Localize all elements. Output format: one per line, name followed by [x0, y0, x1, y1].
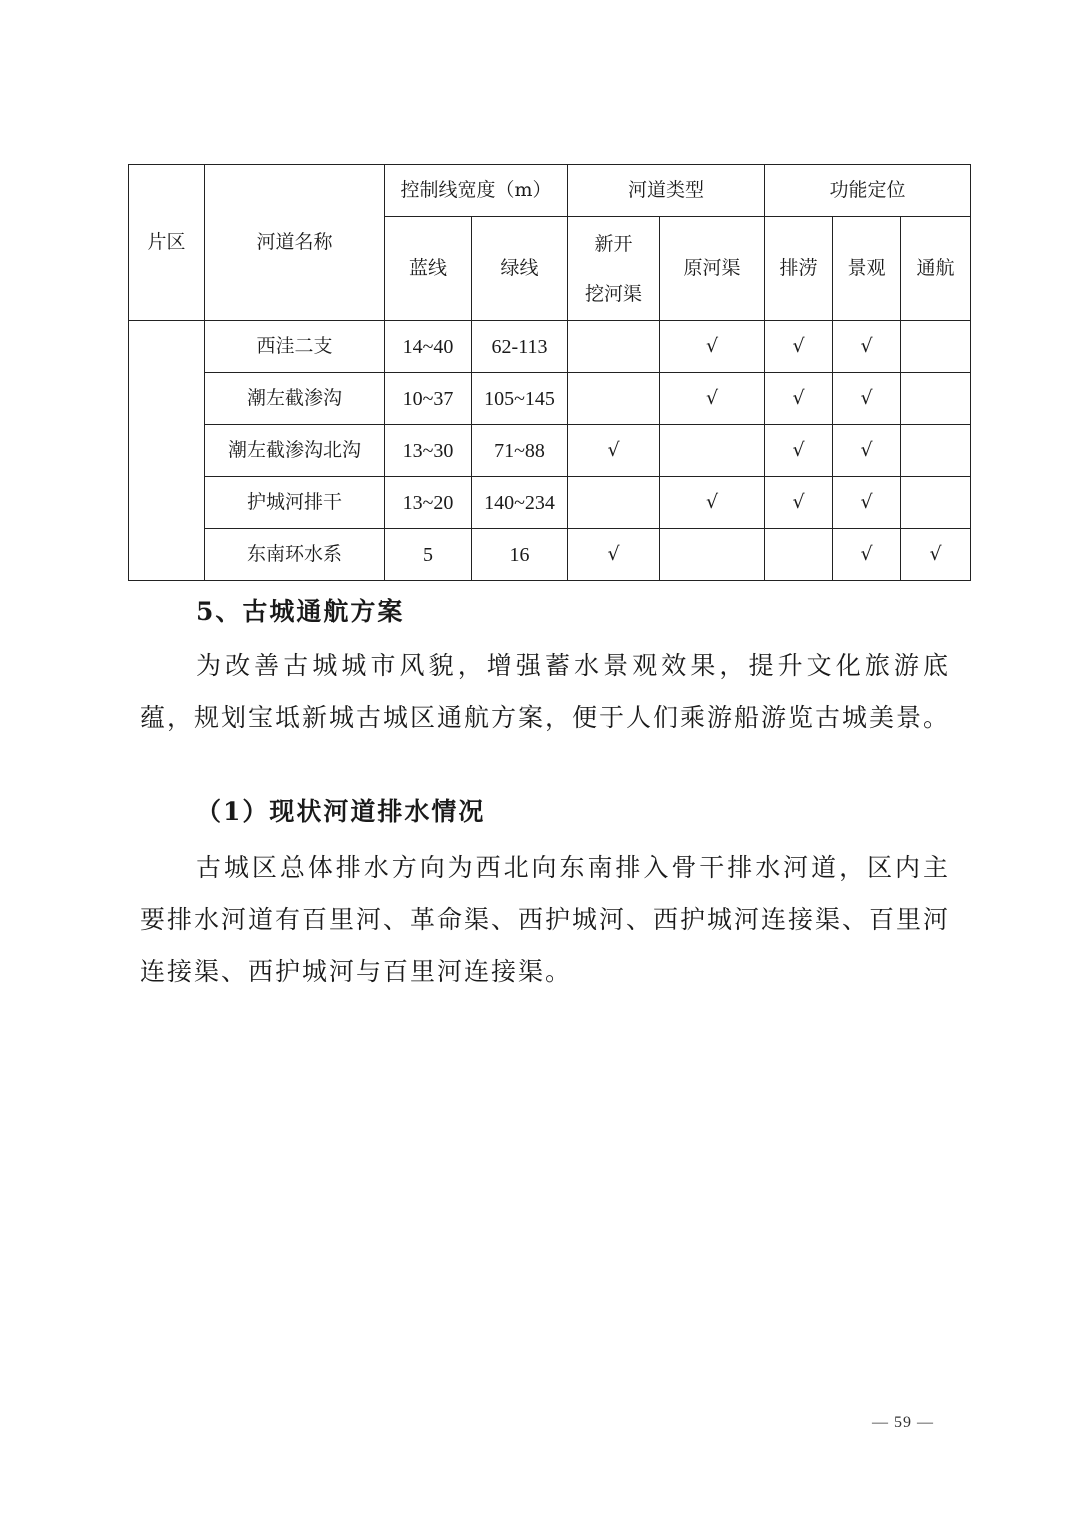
landscape-cell: √	[833, 529, 901, 581]
navigation-cell: √	[901, 529, 971, 581]
header-zone: 片区	[129, 165, 205, 321]
header-green-line: 绿线	[472, 217, 568, 321]
blue-line-cell: 13~30	[385, 425, 472, 477]
river-name-cell: 西洼二支	[205, 321, 385, 373]
original-canal-cell	[660, 425, 765, 477]
table-header-row	[129, 165, 971, 217]
navigation-cell	[901, 373, 971, 425]
green-line-cell: 16	[472, 529, 568, 581]
river-name-cell: 东南环水系	[205, 529, 385, 581]
table-row	[129, 529, 971, 581]
blue-line-cell: 14~40	[385, 321, 472, 373]
original-canal-cell: √	[660, 477, 765, 529]
drainage-cell: √	[765, 477, 833, 529]
new-canal-cell: √	[568, 529, 660, 581]
green-line-cell: 140~234	[472, 477, 568, 529]
navigation-cell	[901, 425, 971, 477]
new-canal-cell	[568, 321, 660, 373]
river-name-cell: 潮左截渗沟北沟	[205, 425, 385, 477]
blue-line-cell: 10~37	[385, 373, 472, 425]
original-canal-cell: √	[660, 373, 765, 425]
landscape-cell: √	[833, 425, 901, 477]
green-line-cell: 105~145	[472, 373, 568, 425]
header-type-group: 河道类型	[568, 165, 765, 217]
drainage-cell: √	[765, 373, 833, 425]
header-drainage: 排涝	[765, 217, 833, 321]
landscape-cell: √	[833, 477, 901, 529]
zone-cell	[129, 321, 205, 581]
river-control-table	[128, 164, 971, 581]
original-canal-cell: √	[660, 321, 765, 373]
navigation-cell	[901, 321, 971, 373]
navigation-cell	[901, 477, 971, 529]
new-canal-cell: √	[568, 425, 660, 477]
header-landscape: 景观	[833, 217, 901, 321]
table-row	[129, 477, 971, 529]
subsection-heading: （1）现状河道排水情况	[196, 797, 486, 826]
river-name-cell: 护城河排干	[205, 477, 385, 529]
header-original-canal: 原河渠	[660, 217, 765, 321]
drainage-cell: √	[765, 321, 833, 373]
drainage-cell: √	[765, 425, 833, 477]
header-blue-line: 蓝线	[385, 217, 472, 321]
section-paragraph: 为改善古城城市风貌，增强蓄水景观效果，提升文化旅游底蕴，规划宝坻新城古城区通航方案，便于人们乘游船游览古城美景。	[140, 651, 951, 732]
drainage-cell	[765, 529, 833, 581]
landscape-cell: √	[833, 373, 901, 425]
blue-line-cell: 13~20	[385, 477, 472, 529]
landscape-cell: √	[833, 321, 901, 373]
table-row	[129, 425, 971, 477]
header-width-group: 控制线宽度（m）	[385, 165, 568, 217]
header-new-canal	[568, 217, 660, 321]
green-line-cell: 62-113	[472, 321, 568, 373]
header-new-canal-line1: 新开	[594, 232, 633, 255]
new-canal-cell	[568, 373, 660, 425]
table-row	[129, 321, 971, 373]
new-canal-cell	[568, 477, 660, 529]
header-river-name: 河道名称	[205, 165, 385, 321]
green-line-cell: 71~88	[472, 425, 568, 477]
blue-line-cell: 5	[385, 529, 472, 581]
river-name-cell: 潮左截渗沟	[205, 373, 385, 425]
original-canal-cell	[660, 529, 765, 581]
subsection-paragraph: 古城区总体排水方向为西北向东南排入骨干排水河道，区内主要排水河道有百里河、革命渠、西护城河、西护城河连接渠、百里河连接渠、西护城河与百里河连接渠。	[140, 853, 951, 986]
table-row	[129, 373, 971, 425]
header-function-group: 功能定位	[765, 165, 971, 217]
page-number: — 59 —	[872, 1414, 934, 1431]
section-heading: 5、古城通航方案	[196, 597, 405, 626]
header-navigation: 通航	[901, 217, 971, 321]
header-new-canal-line2: 挖河渠	[584, 282, 642, 305]
